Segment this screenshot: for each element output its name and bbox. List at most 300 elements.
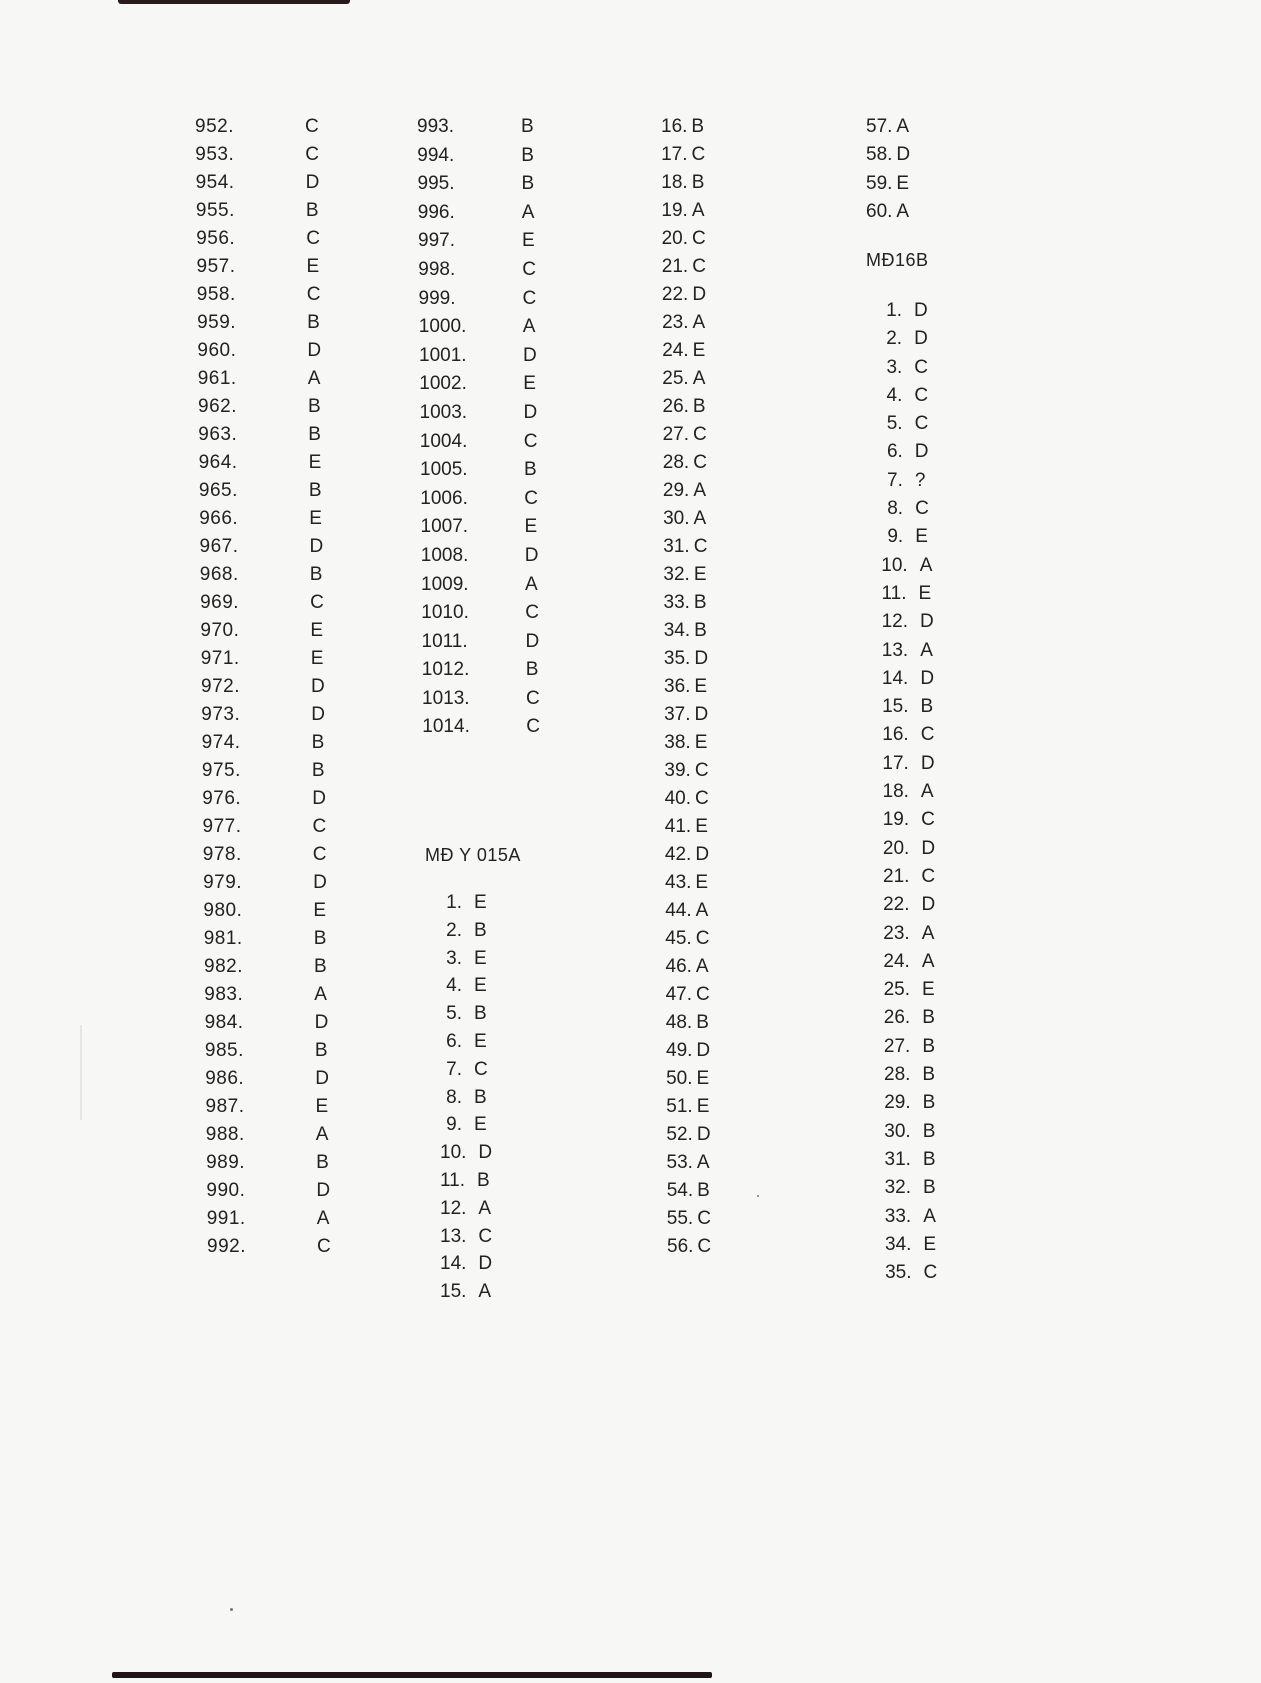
question-number: 990. <box>206 1180 246 1201</box>
question-number: 36. <box>664 676 691 697</box>
question-number: 959. <box>197 312 237 333</box>
answer-letter: C <box>921 865 936 887</box>
answer-row <box>440 944 492 972</box>
question-number: 27. <box>662 424 690 445</box>
answer-letter: B <box>521 173 535 195</box>
question-number: 58. <box>866 144 893 166</box>
answer-letter: D <box>896 144 911 166</box>
answer-row <box>883 947 935 975</box>
question-number: 12. <box>881 611 909 633</box>
answer-letter: E <box>918 582 932 604</box>
answer-row <box>204 952 327 980</box>
question-number: 1007. <box>420 516 469 538</box>
answer-row <box>418 226 535 255</box>
answer-letter: C <box>305 144 320 165</box>
answer-letter: E <box>695 872 709 893</box>
answer-row <box>662 336 706 364</box>
question-number: 22. <box>883 894 910 916</box>
answer-letter: A <box>522 316 536 338</box>
answer-letter: D <box>920 667 935 689</box>
answer-letter: A <box>692 368 706 389</box>
answer-letter: C <box>695 788 709 809</box>
answer-letter: C <box>921 809 935 831</box>
answer-row <box>196 224 320 252</box>
answer-row <box>418 284 537 313</box>
answer-letter: C <box>697 1208 711 1229</box>
answer-row <box>420 512 538 541</box>
answer-letter: C <box>312 816 327 837</box>
question-number: 985. <box>204 1040 244 1061</box>
answer-row <box>665 980 710 1008</box>
answer-row <box>199 504 322 532</box>
answer-row <box>666 1092 710 1120</box>
answer-row <box>883 919 935 947</box>
question-number: 999. <box>418 287 456 309</box>
answer-letter: C <box>914 413 929 435</box>
answer-letter: A <box>921 950 935 972</box>
question-number: 59. <box>866 172 893 194</box>
answer-letter: C <box>312 844 327 865</box>
question-number: 963. <box>198 424 238 445</box>
answer-row <box>200 588 324 616</box>
answer-row <box>417 112 534 141</box>
answer-letter: D <box>314 1012 329 1033</box>
scan-artifact-line <box>80 1025 82 1120</box>
answer-letter: D <box>311 676 325 697</box>
answer-row <box>884 1173 936 1201</box>
question-number: 1. <box>446 892 462 913</box>
answer-row <box>880 296 928 324</box>
question-number: 1. <box>886 300 902 321</box>
answer-letter: C <box>478 1225 493 1247</box>
question-number: 956. <box>196 228 236 249</box>
answer-letter: B <box>696 1012 709 1033</box>
question-number: 1008. <box>420 544 469 566</box>
question-number: 32. <box>663 564 690 585</box>
question-number: 7. <box>887 469 903 491</box>
answer-row <box>664 728 708 756</box>
answer-row <box>417 198 535 227</box>
question-number: 996. <box>417 201 455 223</box>
answer-letter: ? <box>914 469 926 491</box>
answer-letter: E <box>474 947 487 969</box>
question-number: 49. <box>666 1040 693 1061</box>
answer-letter: A <box>693 480 706 501</box>
answer-letter: D <box>478 1142 493 1164</box>
answer-row <box>665 896 709 924</box>
answer-letter: E <box>922 979 935 1001</box>
answer-letter: D <box>694 648 709 669</box>
answer-row <box>440 916 492 944</box>
question-number: 14. <box>881 667 909 689</box>
question-number: 979. <box>203 872 243 893</box>
question-number: 4. <box>446 975 462 997</box>
question-number: 3. <box>446 947 462 969</box>
answer-row <box>204 1036 328 1064</box>
answer-letter: E <box>694 676 708 697</box>
answer-row <box>665 924 710 952</box>
answer-letter: B <box>308 424 321 445</box>
answer-letter: E <box>522 230 535 252</box>
question-number: 1002. <box>419 373 467 395</box>
answer-row <box>196 252 320 280</box>
answer-row <box>662 308 706 336</box>
question-number: 991. <box>206 1208 246 1229</box>
question-number: 35. <box>885 1262 912 1284</box>
answer-row <box>205 1120 329 1148</box>
question-number: 8. <box>887 498 904 520</box>
question-number: 56. <box>667 1236 694 1257</box>
question-number: 41. <box>664 816 692 837</box>
question-number: 983. <box>204 984 244 1005</box>
answer-letter: C <box>693 536 708 557</box>
answer-row <box>420 484 539 513</box>
question-number: 989. <box>206 1152 246 1173</box>
answer-letter: D <box>921 894 936 916</box>
answer-letter: B <box>693 592 707 613</box>
answer-row <box>440 1083 492 1111</box>
answer-letter: C <box>914 384 929 406</box>
answer-letter: A <box>919 554 933 576</box>
answer-letter: C <box>692 228 706 249</box>
answer-row <box>420 455 537 484</box>
answer-row <box>196 280 321 308</box>
scan-edge-top <box>118 0 350 4</box>
answer-letter: A <box>923 1205 936 1227</box>
question-number: 973. <box>201 704 241 725</box>
answer-letter: C <box>695 928 710 949</box>
question-number: 958. <box>196 284 236 305</box>
answer-letter: D <box>914 300 928 321</box>
answer-row <box>198 476 322 504</box>
question-number: 47. <box>665 984 693 1005</box>
answer-row <box>884 1060 936 1088</box>
answer-row <box>666 1036 711 1064</box>
answer-letter: D <box>315 1068 329 1089</box>
answer-letter: C <box>317 1236 331 1257</box>
answer-letter: E <box>310 620 324 641</box>
answer-row <box>664 700 709 728</box>
question-number: 40. <box>664 788 692 809</box>
question-number: 14. <box>440 1253 467 1275</box>
answer-letter: C <box>691 144 706 165</box>
answer-letter: B <box>697 1180 710 1201</box>
answer-row <box>440 1027 492 1055</box>
question-number: 971. <box>200 648 240 669</box>
answer-row <box>204 980 327 1008</box>
answer-letter: E <box>696 1096 710 1117</box>
answer-letter: B <box>309 564 323 585</box>
answer-row <box>197 336 322 364</box>
question-number: 980. <box>203 900 243 921</box>
answer-letter: E <box>310 648 324 669</box>
question-number: 1009. <box>421 573 469 595</box>
answer-letter: C <box>525 602 540 624</box>
answer-row <box>417 169 535 198</box>
answer-letter: B <box>521 116 534 137</box>
answer-row <box>440 1166 492 1194</box>
question-number: 975. <box>201 760 241 781</box>
answer-letter: D <box>312 788 326 809</box>
question-number: 27. <box>883 1035 911 1057</box>
question-number: 3. <box>886 356 903 378</box>
question-number: 1003. <box>419 401 468 423</box>
answer-letter: C <box>914 356 929 378</box>
question-number: 17. <box>882 752 909 774</box>
answer-letter: E <box>474 1114 487 1136</box>
answer-letter: B <box>477 1169 490 1191</box>
answer-row <box>884 1145 936 1173</box>
answer-letter: B <box>474 1003 487 1025</box>
question-number: 39. <box>664 760 691 781</box>
question-number: 7. <box>446 1058 462 1080</box>
answer-letter: A <box>920 781 934 803</box>
answer-letter: B <box>525 659 539 681</box>
answer-list-md16b <box>880 296 938 1286</box>
answer-letter: D <box>524 544 539 566</box>
question-number: 51. <box>666 1096 693 1117</box>
question-number: 31. <box>884 1148 911 1170</box>
answer-letter: A <box>695 900 709 921</box>
question-number: 48. <box>665 1012 693 1033</box>
question-number: 953. <box>195 144 235 165</box>
answer-row <box>664 784 709 812</box>
question-number: 2. <box>886 328 903 350</box>
question-number: 37. <box>664 704 691 725</box>
answer-row <box>198 392 321 420</box>
answer-row <box>661 140 706 168</box>
answer-row <box>421 570 538 599</box>
answer-letter: A <box>695 956 709 977</box>
question-number: 38. <box>664 732 691 753</box>
answer-column-16-56 <box>661 112 712 1260</box>
question-number: 967. <box>199 536 239 557</box>
answer-letter: B <box>307 312 320 333</box>
answer-letter: B <box>314 956 327 977</box>
answer-letter: E <box>896 172 910 194</box>
answer-row <box>662 448 707 476</box>
answer-row <box>663 588 707 616</box>
answer-letter: A <box>692 312 706 333</box>
answer-letter: A <box>896 201 910 223</box>
question-number: 30. <box>884 1120 911 1142</box>
question-number: 955. <box>195 200 235 221</box>
question-number: 26. <box>883 1007 911 1029</box>
answer-letter: B <box>692 396 706 417</box>
answer-row <box>419 398 538 427</box>
question-number: 964. <box>198 452 238 473</box>
answer-row <box>440 1194 492 1222</box>
section-title-my015a: MĐ Y 015A <box>425 845 521 865</box>
answer-letter: E <box>923 1233 937 1255</box>
question-number: 1014. <box>422 716 470 738</box>
answer-letter: B <box>311 732 325 753</box>
question-number: 1001. <box>419 344 467 366</box>
answer-letter: A <box>521 201 535 223</box>
answer-row <box>661 168 705 196</box>
answer-row <box>664 672 708 700</box>
answer-letter: A <box>896 116 910 137</box>
answer-letter: D <box>914 441 929 463</box>
question-number: 1006. <box>420 487 468 509</box>
answer-row <box>440 1055 492 1083</box>
answer-letter: B <box>308 480 322 501</box>
question-number: 53. <box>666 1152 693 1173</box>
answer-letter: C <box>696 984 710 1005</box>
question-number: 970. <box>200 620 240 641</box>
answer-row <box>882 777 934 805</box>
question-number: 32. <box>884 1177 912 1199</box>
question-number: 23. <box>883 922 910 944</box>
answer-row <box>197 364 321 392</box>
question-number: 976. <box>202 788 242 809</box>
answer-letter: E <box>313 900 327 921</box>
answer-letter: B <box>314 1040 328 1061</box>
answer-letter: A <box>525 573 538 595</box>
question-number: 29. <box>884 1092 911 1114</box>
answer-letter: B <box>922 1035 935 1057</box>
answer-letter: B <box>922 1007 935 1029</box>
question-number: 6. <box>446 1030 462 1052</box>
question-number: 10. <box>881 554 908 576</box>
question-number: 961. <box>197 368 237 389</box>
question-number: 978. <box>202 844 242 865</box>
answer-letter: A <box>316 1208 330 1229</box>
question-number: 5. <box>446 1003 462 1025</box>
answer-row <box>199 532 324 560</box>
question-number: 969. <box>200 592 240 613</box>
answer-letter: C <box>522 258 537 280</box>
question-number: 44. <box>665 900 692 921</box>
question-number: 966. <box>199 508 239 529</box>
scan-edge-bottom <box>112 1672 712 1678</box>
answer-letter: B <box>305 200 319 221</box>
answer-letter: A <box>691 200 705 221</box>
answer-row <box>206 1148 329 1176</box>
answer-row <box>198 448 322 476</box>
answer-letter: C <box>474 1058 488 1080</box>
answer-letter: E <box>524 516 538 538</box>
answer-row <box>200 616 324 644</box>
answer-row <box>881 494 929 522</box>
answer-row <box>440 1110 492 1138</box>
answer-row <box>662 420 707 448</box>
question-number: 992. <box>207 1236 246 1257</box>
answer-letter: B <box>311 760 325 781</box>
question-number: 46. <box>665 956 692 977</box>
question-number: 995. <box>417 173 455 195</box>
question-number: 1012. <box>421 659 470 681</box>
question-number: 962. <box>198 396 237 417</box>
question-number: 20. <box>661 228 689 249</box>
question-number: 960. <box>197 340 237 361</box>
answer-letter: A <box>920 639 933 661</box>
question-number: 986. <box>205 1068 245 1089</box>
answer-row <box>421 655 539 684</box>
answer-letter: B <box>524 459 537 481</box>
answer-letter: E <box>474 975 487 997</box>
answer-row <box>882 749 935 777</box>
answer-letter: B <box>922 1092 936 1114</box>
answer-row <box>201 728 325 756</box>
answer-letter: D <box>692 284 707 305</box>
answer-row <box>882 834 936 862</box>
answer-letter: D <box>305 172 320 193</box>
question-number: 952. <box>195 116 234 137</box>
answer-row <box>664 756 709 784</box>
question-number: 21. <box>883 865 910 887</box>
answer-letter: E <box>523 373 536 395</box>
question-number: 21. <box>661 256 689 277</box>
answer-row <box>440 999 492 1027</box>
question-number: 1011. <box>421 630 468 652</box>
answer-row <box>421 598 540 627</box>
answer-row <box>883 975 935 1003</box>
question-number: 45. <box>665 928 692 949</box>
question-number: 2. <box>446 919 462 941</box>
question-number: 16. <box>661 116 688 137</box>
answer-row <box>204 1008 329 1036</box>
answer-letter: B <box>694 620 707 641</box>
question-number: 6. <box>886 441 903 463</box>
answer-row <box>201 672 325 700</box>
answer-row <box>662 476 706 504</box>
answer-row <box>881 607 934 635</box>
question-number: 15. <box>440 1281 467 1303</box>
answer-row <box>880 381 929 409</box>
answer-letter: D <box>313 872 327 893</box>
answer-letter: B <box>313 928 327 949</box>
answer-letter: D <box>316 1180 331 1201</box>
answer-letter: C <box>697 1236 712 1257</box>
answer-row <box>202 840 327 868</box>
answer-row <box>882 805 935 833</box>
answer-row <box>883 1003 935 1031</box>
answer-letter: C <box>693 452 707 473</box>
answer-row <box>662 364 706 392</box>
answer-letter: C <box>524 487 539 509</box>
question-number: 22. <box>661 284 689 305</box>
answer-row <box>202 812 327 840</box>
answer-row <box>663 504 707 532</box>
section-title-md16b: MĐ16B <box>866 250 929 270</box>
question-number: 33. <box>884 1205 912 1227</box>
question-number: 997. <box>418 230 455 252</box>
answer-row <box>195 112 319 140</box>
answer-letter: B <box>922 1148 936 1170</box>
question-number: 972. <box>201 676 240 697</box>
question-number: 982. <box>204 956 243 977</box>
question-number: 31. <box>663 536 690 557</box>
question-number: 35. <box>663 648 691 669</box>
answer-row <box>661 196 705 224</box>
answer-column-993-1014 <box>417 112 541 741</box>
answer-row <box>882 692 934 720</box>
question-number: 954. <box>195 172 235 193</box>
question-number: 60. <box>866 201 893 223</box>
answer-row <box>440 888 492 916</box>
question-number: 987. <box>205 1096 245 1117</box>
answer-row <box>202 784 326 812</box>
answer-letter: A <box>315 1124 329 1145</box>
question-number: 957. <box>196 256 236 277</box>
answer-row <box>421 627 540 656</box>
answer-row <box>880 324 928 352</box>
question-number: 20. <box>882 837 910 859</box>
question-number: 994. <box>417 144 455 166</box>
answer-letter: A <box>478 1197 492 1219</box>
question-number: 974. <box>201 732 241 753</box>
